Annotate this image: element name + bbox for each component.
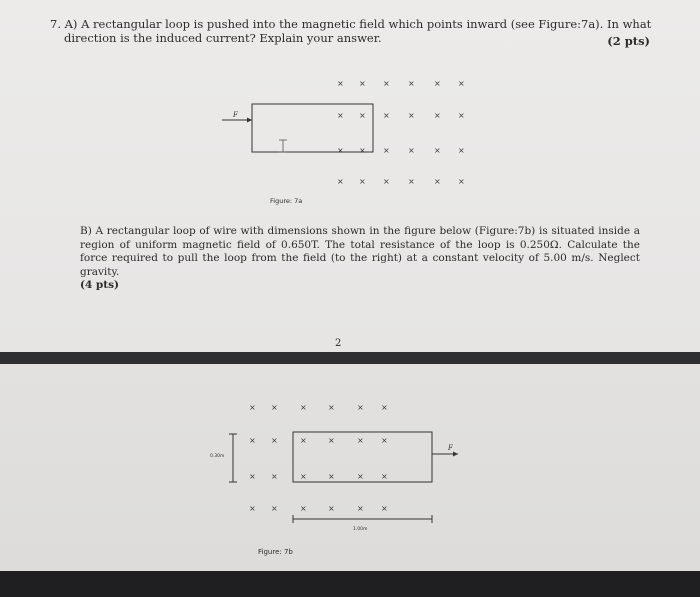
- field-into-page-mark: ×: [271, 403, 278, 412]
- field-into-page-mark: ×: [271, 504, 278, 513]
- field-into-page-mark: ×: [381, 403, 388, 412]
- field-into-page-mark: ×: [300, 472, 307, 481]
- page-gap: [0, 352, 700, 364]
- figure-7b-field-marks: [249, 403, 388, 513]
- field-into-page-mark: ×: [381, 436, 388, 445]
- question-7b-text: [80, 225, 640, 293]
- question-7b-points: (4 pts): [80, 279, 120, 291]
- figure-7a-caption: Figure: 7a: [270, 197, 303, 205]
- field-into-page-mark: ×: [328, 403, 335, 412]
- field-into-page-mark: ×: [328, 472, 335, 481]
- field-into-page-mark: ×: [271, 436, 278, 445]
- field-into-page-mark: ×: [357, 504, 364, 513]
- question-7a-line1: 7. A) A rectangular loop is pushed into the magnetic field which points inward (see Figure:7a). In what: [50, 17, 652, 31]
- field-into-page-mark: ×: [408, 111, 415, 120]
- figure-7b-force-label: F: [448, 444, 453, 452]
- field-into-page-mark: ×: [408, 177, 415, 186]
- field-into-page-mark: ×: [357, 472, 364, 481]
- viewer-bottom-bar: [0, 571, 700, 597]
- field-into-page-mark: ×: [434, 177, 441, 186]
- field-into-page-mark: ×: [300, 436, 307, 445]
- figure-7b: [0, 364, 700, 571]
- field-into-page-mark: ×: [300, 403, 307, 412]
- field-into-page-mark: ×: [458, 111, 465, 120]
- figure-7a-loop: [252, 104, 373, 152]
- question-7a-points: (2 pts): [607, 34, 650, 48]
- figure-7b-width-label: 1.00m: [353, 527, 368, 532]
- field-into-page-mark: ×: [328, 504, 335, 513]
- field-into-page-mark: ×: [383, 177, 390, 186]
- field-into-page-mark: ×: [271, 472, 278, 481]
- field-into-page-mark: ×: [383, 146, 390, 155]
- document-page-2: [0, 364, 700, 571]
- field-into-page-mark: ×: [381, 504, 388, 513]
- field-into-page-mark: ×: [337, 177, 344, 186]
- field-into-page-mark: ×: [408, 79, 415, 88]
- field-into-page-mark: ×: [458, 146, 465, 155]
- field-into-page-mark: ×: [458, 177, 465, 186]
- figure-7b-arrowhead: [453, 452, 458, 457]
- field-into-page-mark: ×: [337, 111, 344, 120]
- field-into-page-mark: ×: [359, 111, 366, 120]
- figure-7b-caption: Figure: 7b: [258, 548, 293, 556]
- field-into-page-mark: ×: [359, 79, 366, 88]
- field-into-page-mark: ×: [337, 146, 344, 155]
- figure-7a-force-label: F: [233, 111, 238, 119]
- field-into-page-mark: ×: [249, 472, 256, 481]
- field-into-page-mark: ×: [337, 79, 344, 88]
- field-into-page-mark: ×: [383, 111, 390, 120]
- figure-7b-height-label: 0.30m: [210, 454, 225, 459]
- field-into-page-mark: ×: [458, 79, 465, 88]
- field-into-page-mark: ×: [359, 177, 366, 186]
- figure-7a-field-marks: [337, 79, 465, 186]
- field-into-page-mark: ×: [249, 403, 256, 412]
- field-into-page-mark: ×: [357, 403, 364, 412]
- field-into-page-mark: ×: [408, 146, 415, 155]
- field-into-page-mark: ×: [381, 472, 388, 481]
- field-into-page-mark: ×: [359, 146, 366, 155]
- page-number: 2: [335, 338, 342, 349]
- question-7b-body: B) A rectangular loop of wire with dimensions shown in the figure below (Figure:7b) is situated inside a region of uniform magnetic field of 0.650T. The total resistance of the loop is 0.250Ω. Calculate the force required to pull the loop from the field (to the right) at a constant velocity of 5.00 m/s. Neglect gravity.: [80, 225, 640, 278]
- field-into-page-mark: ×: [383, 79, 390, 88]
- field-into-page-mark: ×: [300, 504, 307, 513]
- field-into-page-mark: ×: [357, 436, 364, 445]
- field-into-page-mark: ×: [434, 111, 441, 120]
- question-7a-line2: direction is the induced current? Explain your answer.: [64, 31, 382, 45]
- field-into-page-mark: ×: [328, 436, 335, 445]
- field-into-page-mark: ×: [249, 436, 256, 445]
- field-into-page-mark: ×: [249, 504, 256, 513]
- field-into-page-mark: ×: [434, 79, 441, 88]
- figure-7a-arrowhead: [247, 118, 252, 123]
- field-into-page-mark: ×: [434, 146, 441, 155]
